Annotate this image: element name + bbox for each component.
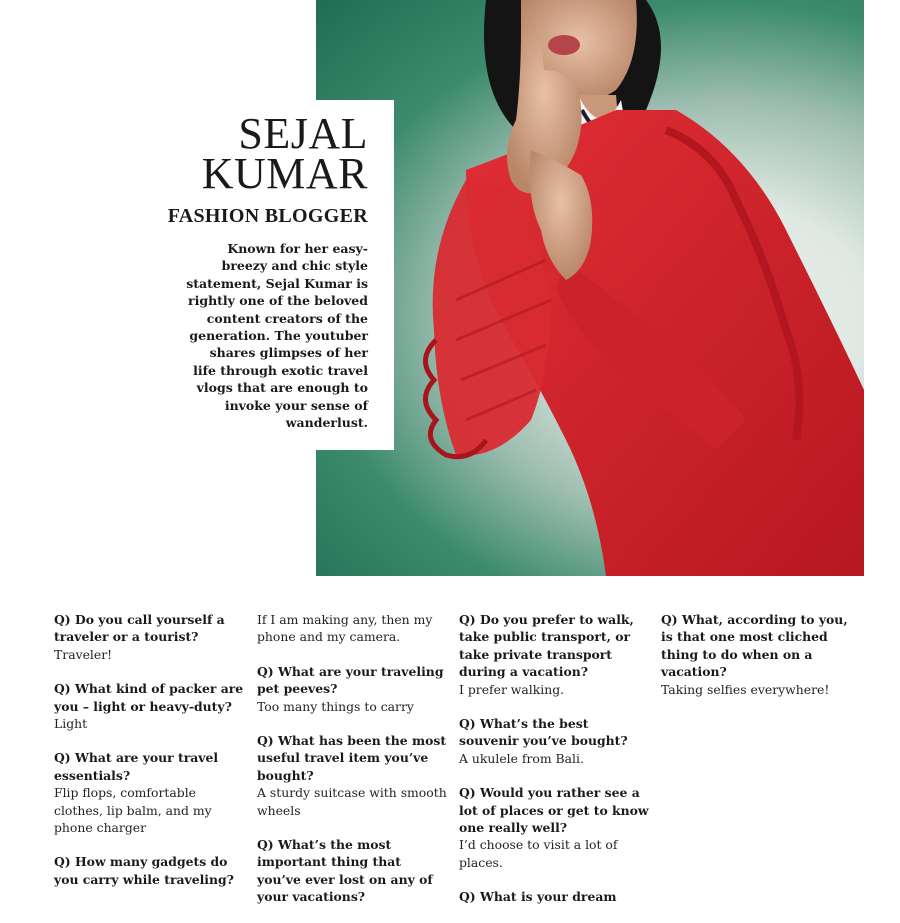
question: Q) Would you rather see a lot of places or get to know one really well? [459, 785, 649, 836]
question: Q) What are your travel essentials? [54, 750, 219, 783]
qa-item [257, 732, 447, 819]
answer: I’d choose to visit a lot of places. [459, 837, 618, 870]
qa-item [459, 888, 649, 905]
qa-column-1 [54, 611, 244, 905]
qa-item [661, 611, 851, 698]
question: Q) What’s the best souvenir you’ve bought? [459, 716, 628, 749]
name-line-2: KUMAR [201, 149, 368, 198]
answer: A ukulele from Bali. [459, 750, 584, 766]
qa-item [459, 784, 649, 871]
qa-section [54, 611, 854, 905]
question: Q) What’s the most important thing that you’ve ever lost on any of your vacations? [257, 837, 433, 905]
qa-item [54, 853, 244, 888]
answer: Too many things to carry [257, 698, 414, 714]
question: Q) What is your dream [459, 889, 617, 905]
qa-item [54, 749, 244, 836]
blogger-role: FASHION BLOGGER [167, 205, 368, 227]
answer: I prefer walking. [459, 681, 565, 697]
answer: A sturdy suitcase with smooth wheels [257, 785, 447, 818]
question: Q) How many gadgets do you carry while traveling? [54, 854, 234, 887]
qa-item [257, 663, 447, 715]
qa-column-4 [661, 611, 851, 715]
cover-photo [316, 0, 864, 576]
qa-column-3 [459, 611, 649, 923]
question: Q) Do you prefer to walk, take public transport, or take private transport during a vacation? [459, 612, 634, 680]
answer: Light [54, 716, 88, 732]
answer: Traveler! [54, 646, 113, 662]
lips-shape [548, 35, 580, 55]
blogger-name [160, 109, 368, 198]
qa-item [459, 611, 649, 698]
qa-item [54, 680, 244, 732]
question: Q) What has been the most useful travel item you’ve bought? [257, 733, 447, 783]
qa-item [257, 836, 447, 906]
answer: Taking selfies everywhere! [661, 681, 830, 697]
blogger-bio: Known for her easy-breezy and chic style statement, Sejal Kumar is rightly one of the beloved content creators of the generation. The youtuber shares glimpses of her life through exotic travel vlogs that are enough to invoke your sense of wanderlust. [186, 241, 368, 431]
title-card [160, 100, 394, 450]
qa-item [54, 611, 244, 663]
question: Q) What, according to you, is that one most cliched thing to do when on a vacation? [661, 612, 848, 680]
portrait-illustration [316, 0, 864, 576]
question: Q) Do you call yourself a traveler or a tourist? [54, 612, 225, 645]
answer-continued: If I am making any, then my phone and my camera. [257, 612, 433, 645]
qa-item [459, 715, 649, 767]
name-line-1: SEJAL [238, 109, 368, 158]
question: Q) What are your traveling pet peeves? [257, 663, 444, 697]
qa-column-2 [257, 611, 447, 923]
answer: Flip flops, comfortable clothes, lip balm, and my phone charger [54, 785, 212, 836]
question: Q) What kind of packer are you – light or heavy-duty? [54, 681, 244, 714]
